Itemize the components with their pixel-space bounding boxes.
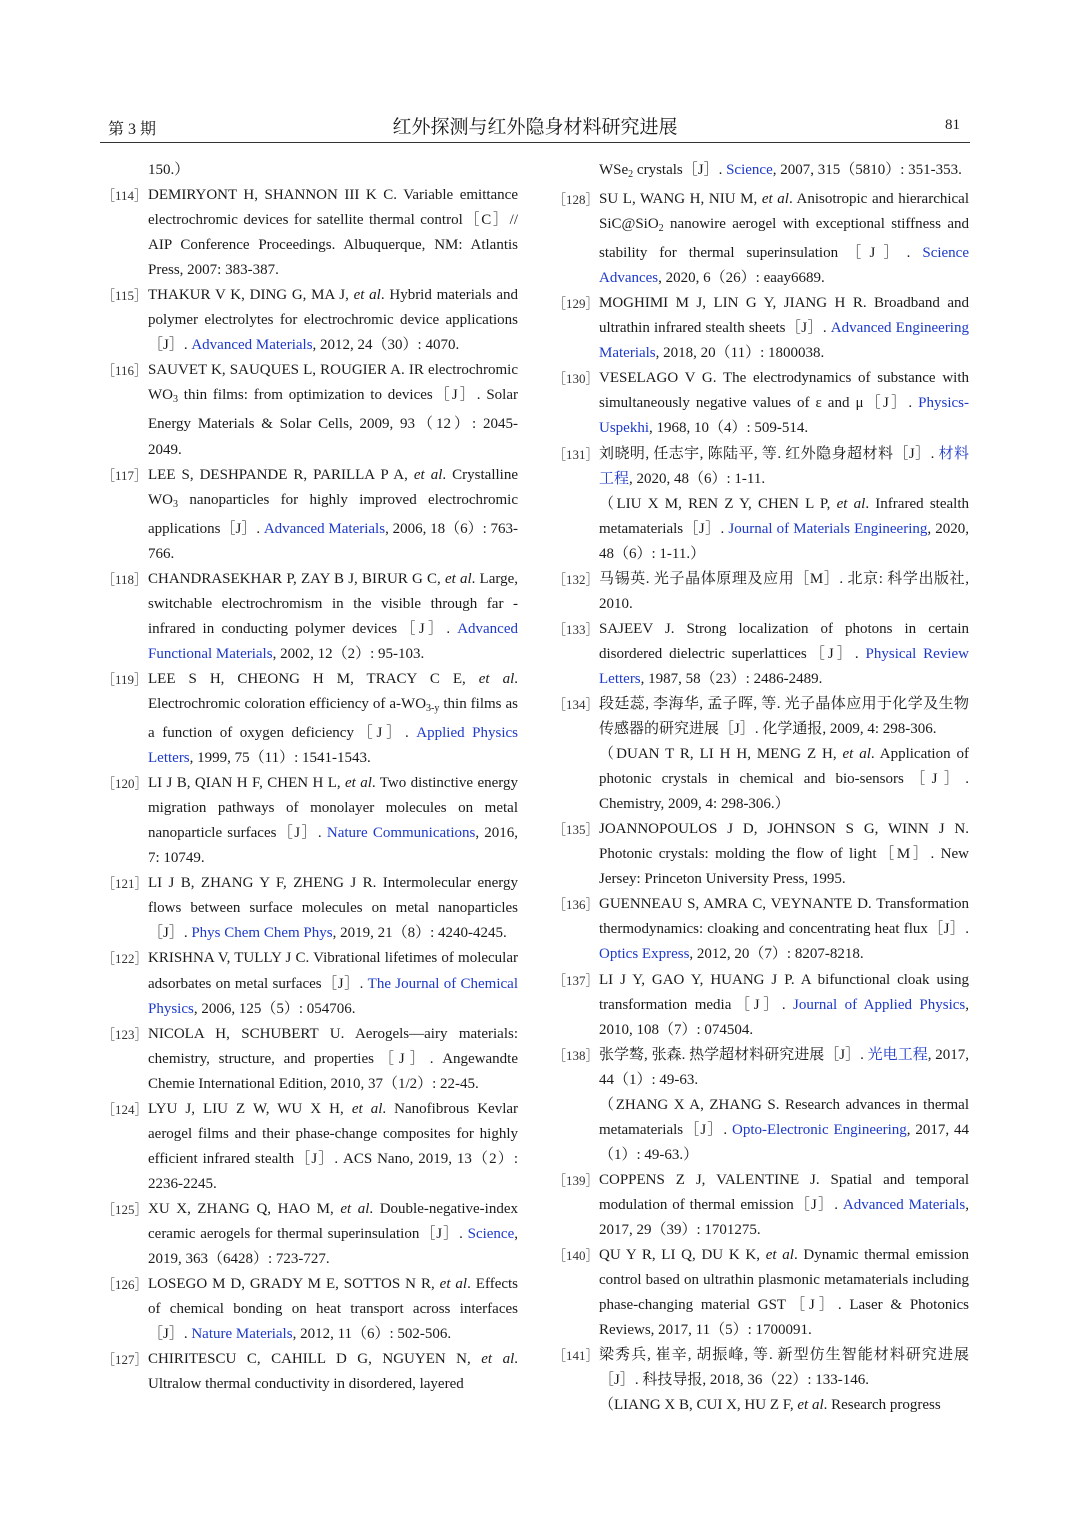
- journal-link[interactable]: Opto-Electronic Engineering: [732, 1121, 907, 1138]
- reference-fragment: . Ultralow thermal conductivity in disordered, layered: [148, 1351, 518, 1393]
- reference-item: [102, 1097, 518, 1197]
- right-reference-column: [553, 158, 969, 1418]
- reference-fragment: COPPENS Z J, VALENTINE J. Spatial and temporal modulation of thermal emission［J］.: [599, 1171, 969, 1213]
- reference-number: ［134］: [553, 696, 599, 712]
- reference-item: [553, 892, 969, 967]
- left-reference-column: [102, 158, 518, 1397]
- reference-fragment: , 2020, 6（26）: eaay6689.: [658, 270, 825, 287]
- reference-number: ［123］: [102, 1026, 148, 1042]
- reference-fragment: QU Y R, LI Q, DU K K,: [599, 1247, 766, 1264]
- reference-number: ［121］: [102, 876, 148, 892]
- journal-link[interactable]: Advanced Materials: [191, 337, 313, 354]
- reference-number: ［117］: [102, 467, 148, 483]
- journal-link[interactable]: Science Advances: [599, 245, 969, 287]
- reference-fragment: . Dynamic thermal emission control based on ultrathin plasmonic metamaterials including phase-changing material GST［J］. Laser & Photonics Reviews, 2017, 11（5）: 1700091.: [599, 1247, 969, 1339]
- reference-item: [102, 1197, 518, 1272]
- et-al: et al: [340, 1200, 370, 1217]
- reference-fragment: LYU J, LIU Z W, WU X H,: [148, 1100, 352, 1117]
- journal-link[interactable]: Science: [467, 1225, 515, 1242]
- reference-text: [148, 1097, 518, 1197]
- subscript: 2: [658, 223, 664, 235]
- reference-fragment: . Effects of chemical bonding on heat transport across interfaces［J］.: [148, 1276, 519, 1343]
- journal-link[interactable]: Advanced Materials: [842, 1196, 966, 1213]
- reference-number: ［119］: [102, 671, 148, 687]
- subscript: 2: [628, 169, 634, 180]
- page-number: 81: [945, 117, 960, 133]
- et-al: et al: [765, 1247, 794, 1264]
- journal-link[interactable]: Physics-Uspekhi: [599, 395, 969, 437]
- reference-fragment: thin films: from optimization to devices［J］. Solar Energy Materials & Solar Cells, 2009, 93（12）: 2045-2049.: [148, 387, 518, 458]
- reference-fragment: SAUVET K, SAUQUES L, ROUGIER A. IR electrochromic WO: [148, 362, 518, 404]
- reference-number: ［141］: [553, 1348, 599, 1364]
- reference-fragment: THAKUR V K, DING G, MA J,: [148, 287, 354, 304]
- journal-link[interactable]: Science: [726, 162, 773, 178]
- reference-fragment: SU L, WANG H, NIU M,: [599, 191, 762, 208]
- reference-number: ［138］: [553, 1047, 599, 1063]
- reference-item: [102, 771, 518, 871]
- reference-number: ［126］: [102, 1277, 148, 1293]
- reference-fragment: . Large, switchable electrochromism in the visible through far - infrared in conducting polymer devices［J］.: [148, 570, 519, 637]
- et-al: et al: [842, 746, 871, 763]
- reference-text: [148, 1347, 518, 1397]
- reference-number: ［136］: [553, 897, 599, 913]
- reference-fragment: WSe: [599, 162, 629, 178]
- reference-fragment: 马锡英. 光子晶体原理及应用［M］. 北京: 科学出版社, 2010.: [599, 570, 969, 612]
- issue-label: 第 3 期: [108, 121, 157, 138]
- reference-fragment: . Electrochromic coloration efficiency of a-WO: [148, 670, 518, 712]
- reference-fragment: thin films as a function of oxygen deficiency［J］.: [148, 695, 518, 742]
- reference-fragment: . Anisotropic and hierarchical SiC@SiO: [599, 191, 970, 233]
- reference-number: ［128］: [553, 192, 599, 208]
- reference-continuation: [553, 492, 969, 567]
- reference-fragment: , 2012, 24（30）: 4070.: [312, 337, 460, 354]
- reference-text: [599, 291, 969, 366]
- reference-continuation: [553, 158, 969, 187]
- reference-item: [553, 1168, 969, 1243]
- et-al: et al: [761, 191, 789, 208]
- reference-item: [102, 1347, 518, 1397]
- reference-fragment: , 2017, 44（1）: 49-63.: [599, 1046, 969, 1088]
- et-al: et al: [351, 1100, 383, 1117]
- et-al: et al: [478, 670, 515, 687]
- reference-number: ［125］: [102, 1201, 148, 1217]
- reference-fragment: , 1999, 75（11）: 1541-1543.: [189, 750, 371, 767]
- reference-number: ［129］: [553, 296, 599, 312]
- reference-item: [102, 463, 518, 567]
- reference-fragment: , 2018, 20（11）: 1800038.: [655, 345, 825, 362]
- reference-item: [553, 1243, 969, 1343]
- reference-fragment: LI J Y, GAO Y, HUANG J P. A bifunctional cloak using transformation media［J］.: [599, 971, 969, 1013]
- et-al: et al: [345, 775, 372, 792]
- reference-number: ［140］: [553, 1248, 599, 1264]
- reference-text: [148, 158, 518, 183]
- reference-item: [553, 567, 969, 617]
- reference-text: [599, 187, 969, 291]
- reference-fragment: . Infrared stealth metamaterials［J］.: [599, 495, 969, 537]
- reference-fragment: LI J B, ZHANG Y F, ZHENG J R. Intermolecular energy flows between surface molecules on metal nanoparticles［J］.: [148, 875, 518, 942]
- journal-link[interactable]: Physical Review Letters: [599, 645, 969, 687]
- reference-item: [102, 1022, 518, 1097]
- reference-text: [148, 946, 518, 1021]
- reference-fragment: . Research progress: [823, 1397, 941, 1414]
- reference-fragment: CHIRITESCU C, CAHILL D G, NGUYEN N,: [148, 1351, 482, 1368]
- reference-fragment: , 1968, 10（4）: 509-514.: [649, 420, 809, 437]
- reference-item: [102, 946, 518, 1021]
- reference-fragment: , 1987, 58（23）: 2486-2489.: [640, 670, 823, 687]
- reference-text: [148, 567, 518, 667]
- reference-number: ［116］: [102, 363, 148, 379]
- reference-fragment: （DUAN T R, LI H H, MENG Z H,: [599, 746, 843, 763]
- journal-link[interactable]: The Journal of Chemical Physics: [148, 975, 518, 1017]
- reference-text: [148, 283, 518, 358]
- et-al: et al: [413, 466, 443, 483]
- reference-fragment: , 2012, 11（6）: 502-506.: [292, 1326, 452, 1343]
- reference-item: [102, 183, 518, 283]
- reference-fragment: （LIANG X B, CUI X, HU Z F,: [599, 1397, 798, 1414]
- reference-fragment: , 2020, 48（6）: 1-11.）: [599, 520, 970, 562]
- reference-text: [599, 692, 969, 742]
- reference-text: [599, 1093, 969, 1168]
- reference-fragment: crystals［J］.: [633, 162, 727, 178]
- reference-fragment: LEE S H, CHEONG H M, TRACY C E,: [148, 670, 479, 687]
- reference-text: [599, 892, 969, 967]
- reference-fragment: CHANDRASEKHAR P, ZAY B J, BIRUR G C,: [148, 570, 445, 587]
- reference-fragment: 150.）: [148, 162, 190, 178]
- journal-link[interactable]: Optics Express: [599, 946, 690, 963]
- reference-fragment: JOANNOPOULOS J D, JOHNSON S G, WINN J N. Photonic crystals: molding the flow of light［M］. New Jersey: Princeton University Press, 1995.: [599, 821, 969, 888]
- reference-item: [102, 667, 518, 771]
- running-header: [100, 112, 970, 143]
- subscript: 3: [173, 394, 178, 406]
- reference-fragment: . Double-negative-index ceramic aerogels for thermal superinsulation［J］.: [148, 1200, 518, 1242]
- reference-fragment: 张学骜, 张森. 热学超材料研究进展［J］.: [599, 1046, 868, 1063]
- reference-number: ［139］: [553, 1172, 599, 1188]
- reference-item: [553, 968, 969, 1043]
- reference-fragment: . Nanofibrous Kevlar aerogel films and their phase-change composites for highly efficient infrared stealth［J］. ACS Nano, 2019, 13（2）: 2236-2245.: [148, 1100, 519, 1192]
- reference-continuation: [102, 158, 518, 183]
- reference-item: [553, 1043, 969, 1093]
- journal-link[interactable]: 光电工程: [867, 1046, 928, 1063]
- reference-fragment: （LIU X M, REN Z Y, CHEN L P,: [599, 495, 837, 512]
- reference-fragment: , 2002, 12（2）: 95-103.: [272, 645, 425, 662]
- reference-text: [599, 492, 969, 567]
- reference-fragment: , 2019, 363（6428）: 723-727.: [148, 1225, 518, 1268]
- reference-number: ［131］: [553, 446, 599, 462]
- reference-fragment: , 2010, 108（7）: 074504.: [599, 996, 969, 1038]
- reference-text: [148, 667, 518, 771]
- reference-fragment: . Two distinctive energy migration pathways of monolayer molecules on metal nanoparticle surfaces［J］.: [148, 775, 518, 842]
- reference-fragment: , 2020, 48（6）: 1-11.: [629, 470, 766, 487]
- journal-link[interactable]: Journal of Materials Engineering: [728, 520, 928, 537]
- reference-fragment: DEMIRYONT H, SHANNON III K C. Variable emittance electrochromic devices for satellite thermal control［C］// AIP Conference Proceedings. Albuquerque, NM: Atlantis Press, 2007: 383-387.: [148, 187, 518, 279]
- journal-link[interactable]: Phys Chem Chem Phys: [191, 925, 333, 942]
- reference-item: [553, 817, 969, 892]
- reference-item: [102, 283, 518, 358]
- journal-title: 红外探测与红外隐身材料研究进展: [392, 117, 678, 138]
- reference-fragment: , 2016, 7: 10749.: [148, 825, 519, 867]
- reference-fragment: nanoparticles for highly improved electrochromic applications［J］.: [148, 491, 518, 537]
- reference-fragment: 刘晓明, 任志宇, 陈陆平, 等. 红外隐身超材料［J］.: [599, 445, 939, 462]
- et-al: et al: [444, 570, 472, 587]
- journal-link[interactable]: Nature Communications: [326, 825, 476, 842]
- journal-link[interactable]: Advanced Materials: [263, 520, 386, 537]
- reference-fragment: , 2006, 18（6）: 763-766.: [148, 520, 519, 562]
- reference-fragment: LOSEGO M D, GRADY M E, SOTTOS N R,: [148, 1276, 440, 1293]
- reference-fragment: , 2012, 20（7）: 8207-8218.: [689, 946, 864, 963]
- journal-link[interactable]: Advanced Engineering Materials: [599, 320, 969, 362]
- reference-fragment: , 2007, 315（5810）: 351-353.: [772, 162, 962, 178]
- reference-item: [553, 617, 969, 692]
- reference-item: [553, 692, 969, 742]
- reference-item: [553, 442, 969, 492]
- reference-fragment: . Hybrid materials and polymer electrolytes for electrochromic device applications［J］.: [148, 287, 518, 354]
- reference-fragment: , 2019, 21（8）: 4240-4245.: [332, 925, 507, 942]
- reference-fragment: , 2017, 29（39）: 1701275.: [599, 1196, 970, 1238]
- reference-fragment: LI J B, QIAN H F, CHEN H L,: [148, 775, 345, 792]
- reference-number: ［120］: [102, 776, 148, 792]
- reference-text: [599, 617, 969, 692]
- reference-text: [599, 442, 969, 492]
- reference-text: [148, 1272, 518, 1347]
- reference-text: [148, 358, 518, 462]
- reference-text: [148, 771, 518, 871]
- journal-link[interactable]: Advanced Functional Materials: [148, 620, 518, 662]
- reference-fragment: VESELAGO V G. The electrodynamics of substance with simultaneously negative values of ε and μ［J］.: [599, 370, 969, 412]
- reference-fragment: GUENNEAU S, AMRA C, VEYNANTE D. Transformation thermodynamics: cloaking and concentrating heat flux［J］.: [599, 896, 969, 938]
- reference-item: [553, 187, 969, 291]
- reference-item: [553, 1343, 969, 1393]
- reference-text: [148, 463, 518, 567]
- reference-text: [148, 1022, 518, 1097]
- reference-number: ［133］: [553, 621, 599, 637]
- reference-item: [102, 567, 518, 667]
- journal-link[interactable]: Nature Materials: [191, 1326, 293, 1343]
- journal-link[interactable]: Journal of Applied Physics: [793, 996, 966, 1013]
- et-al: et al: [481, 1351, 515, 1368]
- reference-text: [599, 1343, 969, 1393]
- reference-text: [599, 158, 969, 187]
- et-al: et al: [797, 1397, 824, 1414]
- reference-number: ［122］: [102, 951, 148, 967]
- reference-text: [599, 742, 969, 817]
- reference-item: [102, 1272, 518, 1347]
- reference-fragment: KRISHNA V, TULLY J C. Vibrational lifetimes of molecular adsorbates on metal surfaces［J］.: [148, 950, 518, 992]
- reference-item: [102, 871, 518, 946]
- reference-text: [148, 1197, 518, 1272]
- reference-fragment: . Crystalline WO: [148, 466, 518, 508]
- reference-item: [102, 358, 518, 462]
- reference-text: [599, 1243, 969, 1343]
- reference-number: ［135］: [553, 822, 599, 838]
- reference-text: [599, 1168, 969, 1243]
- reference-fragment: XU X, ZHANG Q, HAO M,: [148, 1200, 341, 1217]
- reference-fragment: MOGHIMI M J, LIN G Y, JIANG H R. Broadband and ultrathin infrared stealth sheets［J］.: [599, 295, 969, 337]
- reference-text: [148, 183, 518, 283]
- subscript: 3-y: [426, 702, 440, 714]
- reference-fragment: SAJEEV J. Strong localization of photons in certain disordered dielectric superlattices［J］.: [599, 620, 969, 662]
- reference-fragment: , 2006, 125（5）: 054706.: [193, 1000, 356, 1017]
- subscript: 3: [173, 498, 178, 510]
- reference-fragment: nanowire aerogel with exceptional stiffness and stability for thermal superinsulation［J］.: [599, 216, 969, 262]
- reference-fragment: NICOLA H, SCHUBERT U. Aerogels—airy materials: chemistry, structure, and properties［J］. Angewandte Chemie International Edition, 2010, 37（1/2）: 22-45.: [148, 1025, 518, 1092]
- reference-number: ［127］: [102, 1352, 148, 1368]
- reference-fragment: 段廷蕊, 李海华, 孟子晖, 等. 光子晶体应用于化学及生物传感器的研究进展［J］. 化学通报, 2009, 4: 298-306.: [599, 695, 969, 738]
- reference-number: ［124］: [102, 1101, 148, 1117]
- reference-text: [599, 817, 969, 892]
- reference-number: ［132］: [553, 571, 599, 587]
- reference-text: [599, 1043, 969, 1093]
- reference-fragment: （ZHANG X A, ZHANG S. Research advances in thermal metamaterials［J］.: [599, 1096, 969, 1138]
- reference-number: ［118］: [102, 571, 148, 587]
- reference-number: ［115］: [102, 288, 148, 304]
- reference-fragment: 梁秀兵, 崔辛, 胡振峰, 等. 新型仿生智能材料研究进展［J］. 科技导报, 2018, 36（22）: 133-146.: [599, 1347, 969, 1389]
- reference-fragment: LEE S, DESHPANDE R, PARILLA P A,: [148, 466, 414, 483]
- reference-item: [553, 366, 969, 441]
- journal-link[interactable]: 材料工程: [599, 445, 969, 487]
- reference-text: [599, 968, 969, 1043]
- reference-fragment: , 2017, 44（1）: 49-63.）: [599, 1121, 970, 1163]
- journal-link[interactable]: Applied Physics Letters: [148, 725, 518, 767]
- reference-text: [599, 366, 969, 441]
- et-al: et al: [439, 1276, 468, 1293]
- reference-fragment: . Application of photonic crystals in chemical and bio-sensors［J］. Chemistry, 2009, 4: 298-306.）: [599, 746, 969, 813]
- et-al: et al: [353, 287, 381, 304]
- reference-number: ［130］: [553, 371, 599, 387]
- reference-continuation: [553, 1093, 969, 1168]
- reference-text: [599, 1393, 969, 1418]
- reference-continuation: [553, 742, 969, 817]
- reference-continuation: [553, 1393, 969, 1418]
- reference-number: ［114］: [102, 188, 148, 204]
- reference-number: ［137］: [553, 972, 599, 988]
- reference-text: [599, 567, 969, 617]
- reference-item: [553, 291, 969, 366]
- et-al: et al: [836, 495, 866, 512]
- reference-text: [148, 871, 518, 946]
